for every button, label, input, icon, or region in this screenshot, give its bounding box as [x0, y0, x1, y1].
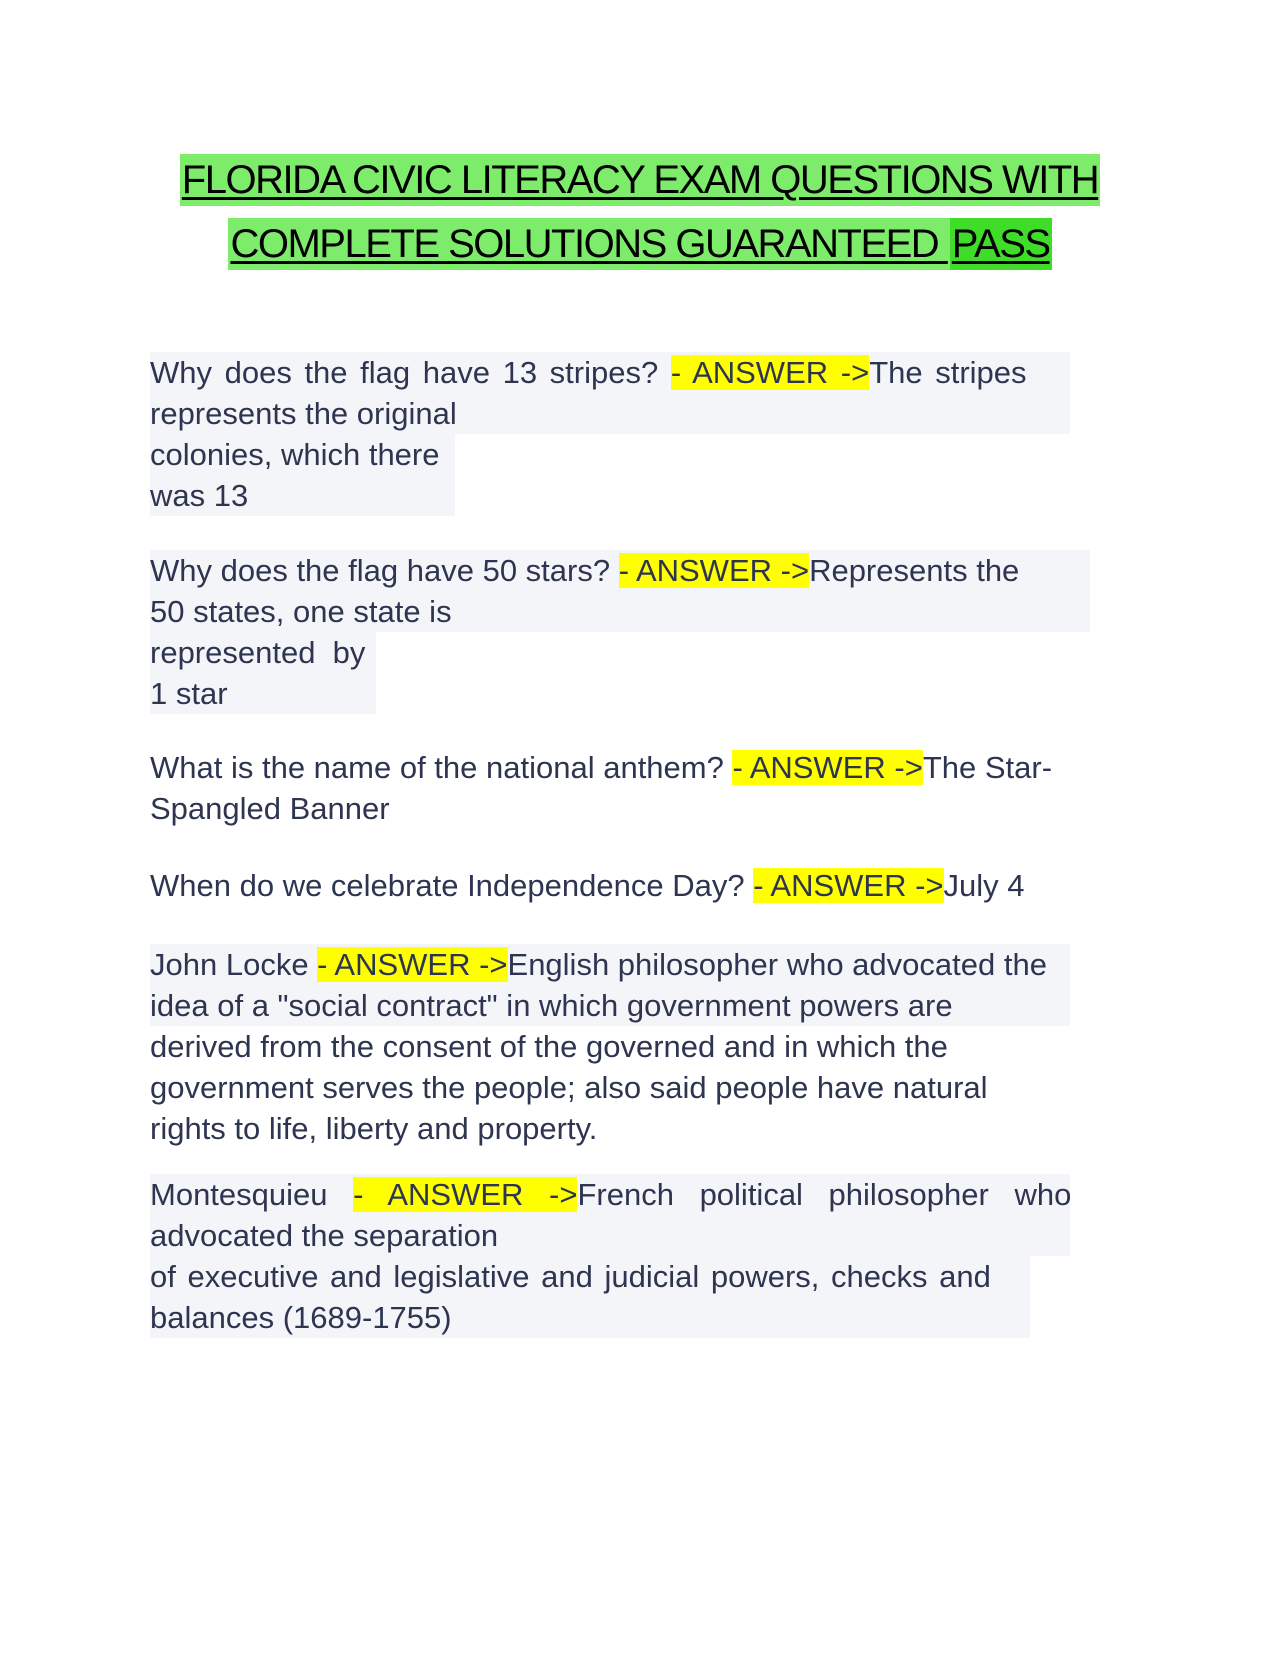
answer-marker: - ANSWER ->	[732, 750, 923, 785]
answer-marker: - ANSWER ->	[618, 553, 810, 588]
answer-text: English philosopher who advocated the	[507, 947, 1047, 982]
qa-item-flag-stars: Why does the flag have 50 stars? - ANSWER ->Represents the 50 states, one state is represented by 1 star	[150, 550, 1090, 714]
qa-item-independence-day	[150, 865, 1025, 906]
answer-text: French political philosopher who	[577, 1177, 1072, 1212]
answer-text: July 4	[943, 868, 1025, 903]
document-title-line-1: FLORIDA CIVIC LITERACY EXAM QUESTIONS WITH	[0, 158, 1280, 203]
answer-marker: - ANSWER ->	[670, 355, 870, 390]
document-title-line-2: COMPLETE SOLUTIONS GUARANTEED PASS	[0, 222, 1280, 267]
question-text: Montesquieu	[150, 1177, 354, 1212]
answer-marker: - ANSWER ->	[753, 868, 944, 903]
qa-item-john-locke: John Locke - ANSWER ->English philosopher who advocated the idea of a "social contract" in which government powers are derived from the consent of the governed and in which the government serves the people; also said people have natural rights to life, liberty and property.	[150, 944, 1070, 1149]
question-text: Why does the flag have 50 stars?	[150, 553, 619, 588]
answer-text: The stripes	[869, 355, 1027, 390]
answer-marker: - ANSWER ->	[317, 947, 508, 982]
qa-item-flag-stripes: Why does the flag have 13 stripes? - ANSWER ->The stripes represents the original colonies, which there was 13	[150, 352, 1070, 516]
question-text: What is the name of the national anthem?	[150, 750, 733, 785]
answer-text: The Star-	[922, 750, 1053, 785]
question-text: Why does the flag have 13 stripes?	[150, 355, 671, 390]
qa-item-national-anthem: What is the name of the national anthem? - ANSWER ->The Star- Spangled Banner	[150, 750, 1053, 826]
question-text: John Locke	[150, 947, 318, 982]
answer-text: Represents the	[809, 553, 1020, 588]
question-text: When do we celebrate Independence Day?	[150, 868, 754, 903]
answer-marker: - ANSWER ->	[353, 1177, 578, 1212]
qa-item-montesquieu: Montesquieu - ANSWER ->French political philosopher who advocated the separation of executive and legislative and judicial powers, checks and balances (1689-1755)	[150, 1174, 1070, 1338]
